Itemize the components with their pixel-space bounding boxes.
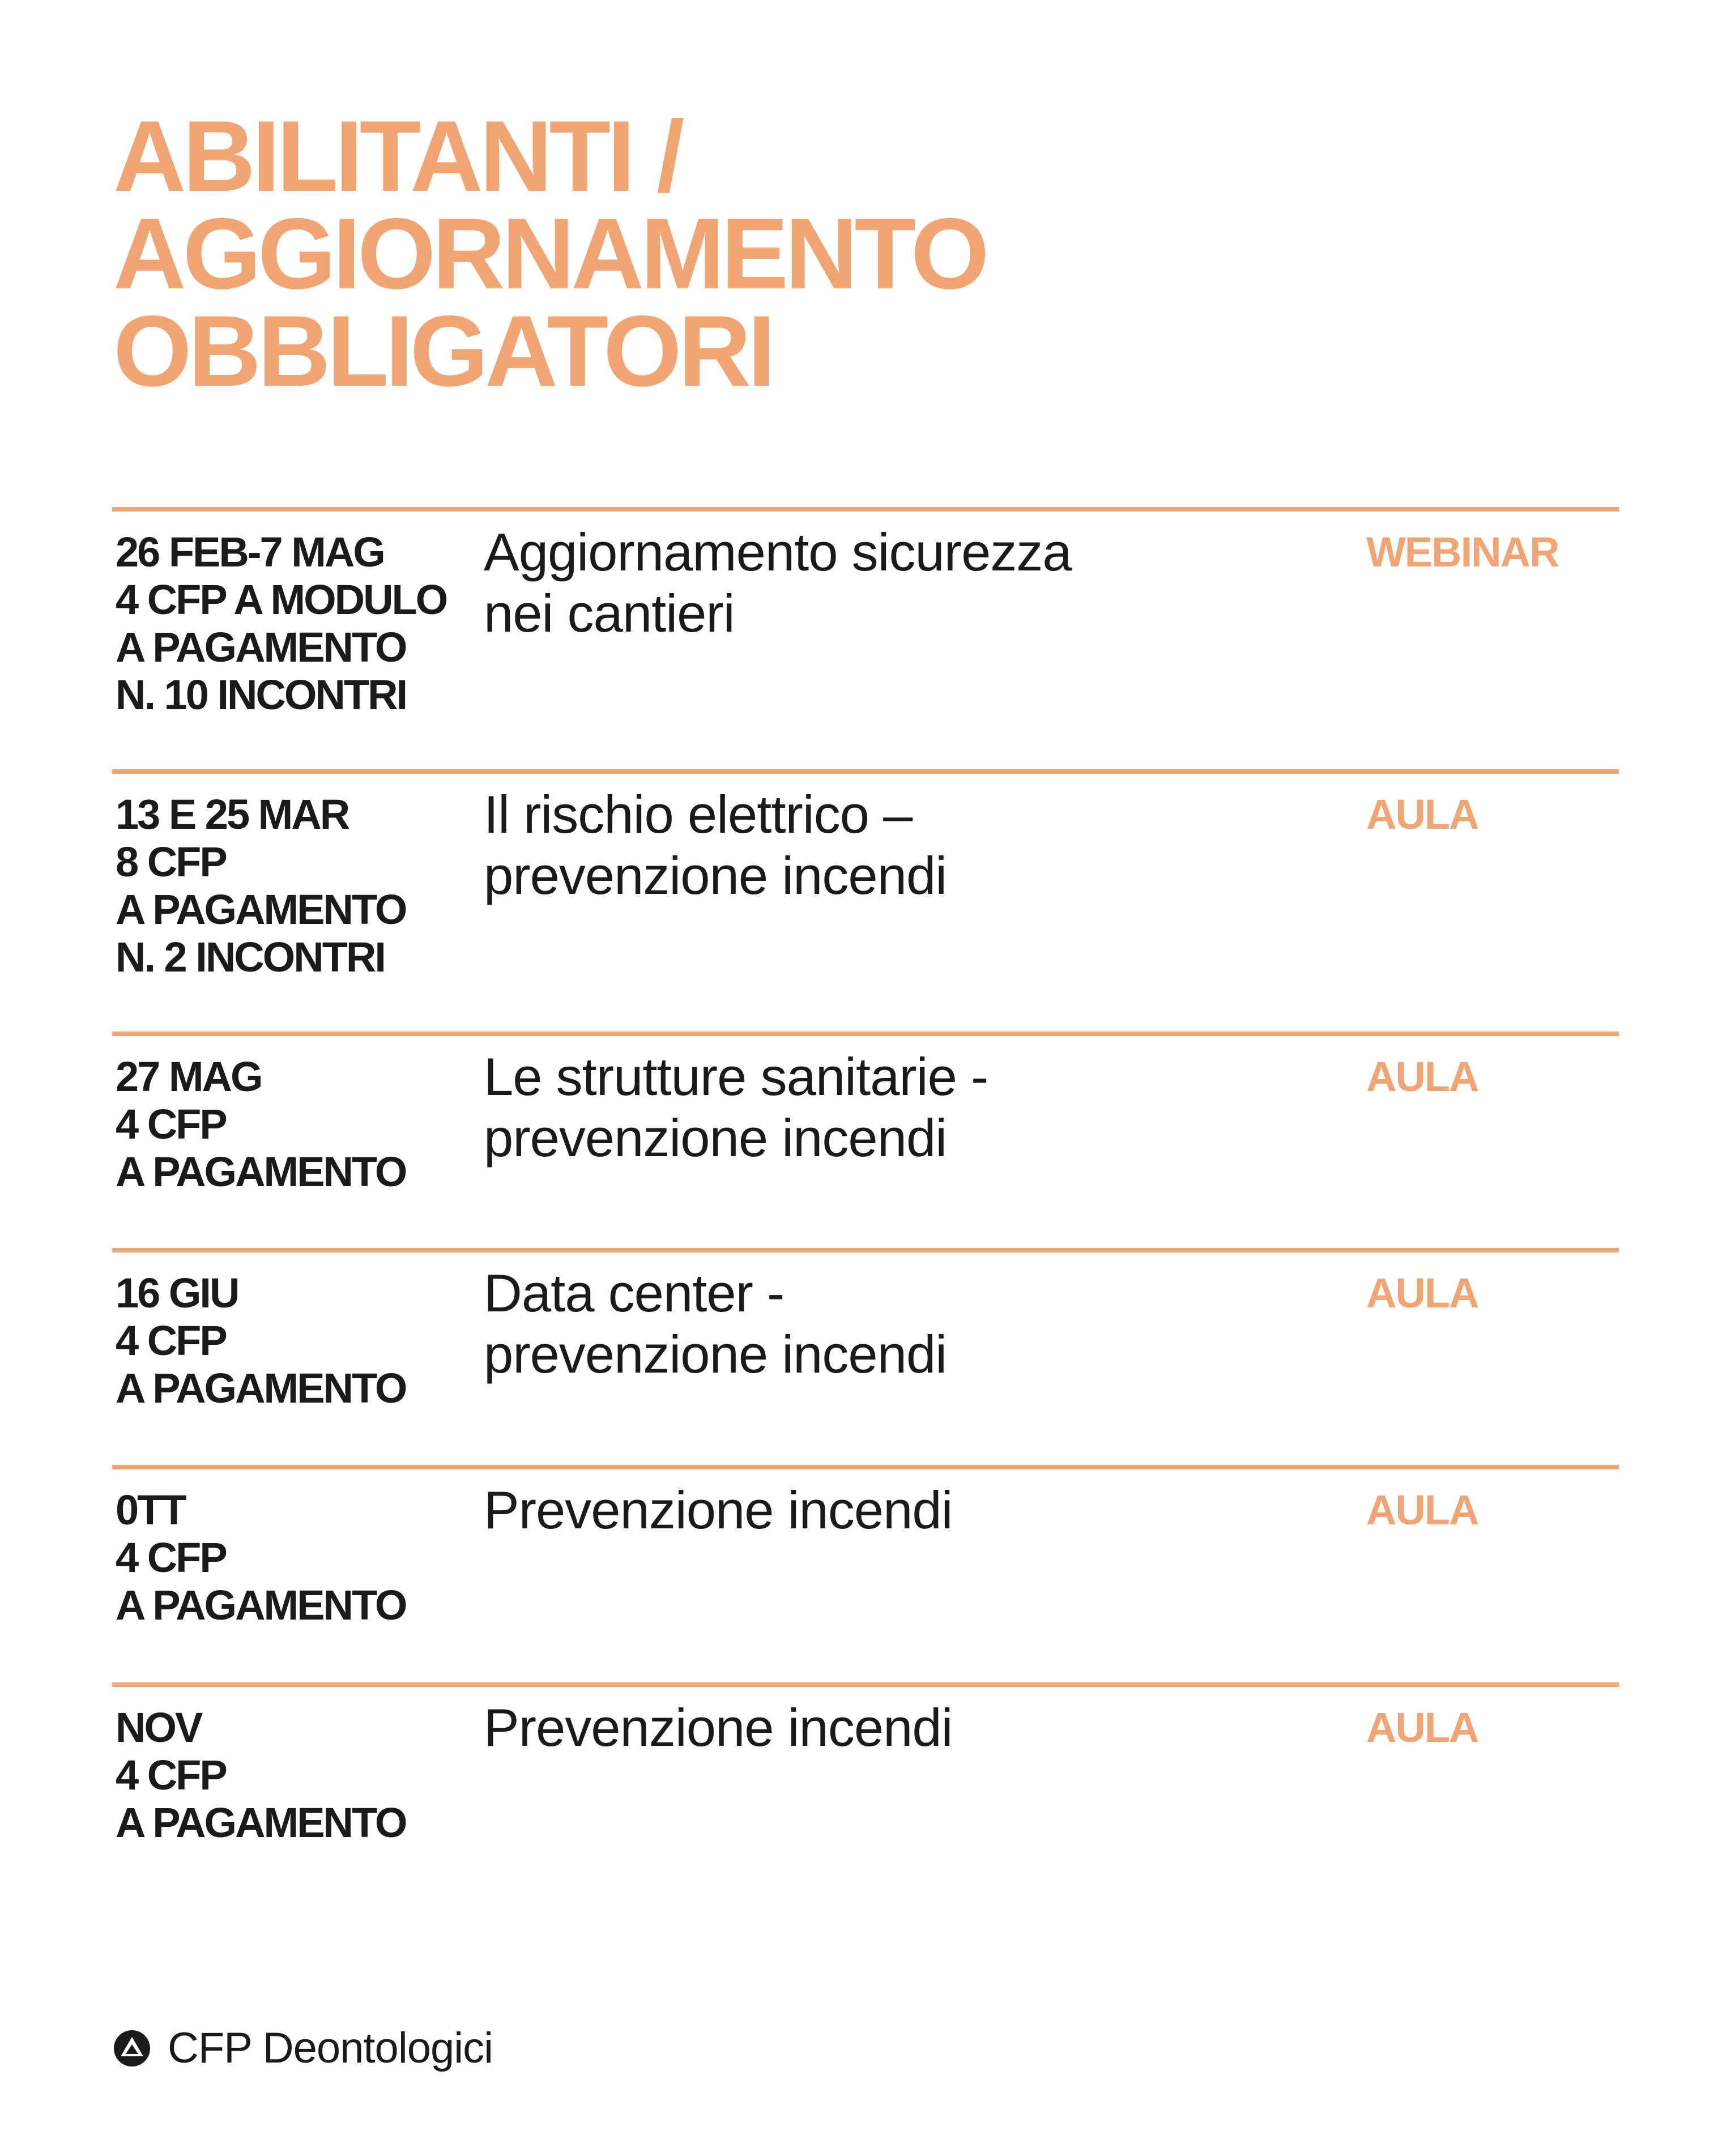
course-title xyxy=(484,1697,1220,1758)
course-mode: AULA xyxy=(1366,1486,1478,1533)
course-mode: WEBINAR xyxy=(1366,529,1559,576)
course-title-line: nei cantieri xyxy=(484,583,735,643)
course-title-line: Il rischio elettrico – xyxy=(484,785,913,844)
course-mode: AULA xyxy=(1366,1269,1478,1316)
course-dates: 26 FEB-7 MAG xyxy=(116,529,384,576)
course-sessions: N. 10 INCONTRI xyxy=(116,671,407,718)
course-title xyxy=(484,784,1220,906)
course-credits: 4 CFP xyxy=(116,1101,226,1148)
course-meta xyxy=(116,1053,478,1196)
course-row xyxy=(112,1682,1619,1902)
footer-label: CFP Deontologici xyxy=(168,2024,493,2072)
title-line: AGGIORNAMENTO xyxy=(113,197,986,310)
course-meta xyxy=(116,1486,478,1629)
title-line: OBBLIGATORI xyxy=(113,295,773,407)
course-title xyxy=(484,1263,1220,1385)
course-dates: 27 MAG xyxy=(116,1053,262,1100)
course-title-line: prevenzione incendi xyxy=(484,1108,947,1168)
course-title xyxy=(484,1046,1220,1169)
course-mode: AULA xyxy=(1366,1053,1478,1100)
course-payment: A PAGAMENTO xyxy=(116,1365,406,1412)
course-credits: 4 CFP A MODULO xyxy=(116,576,447,623)
page-title xyxy=(113,100,986,407)
course-meta xyxy=(116,791,478,981)
course-sessions: N. 2 INCONTRI xyxy=(116,934,385,981)
course-title-line: Data center - xyxy=(484,1263,785,1323)
footer xyxy=(113,2025,493,2072)
course-payment: A PAGAMENTO xyxy=(116,1582,406,1629)
course-dates: NOV xyxy=(116,1704,202,1751)
course-mode: AULA xyxy=(1366,791,1478,838)
course-title-line: Prevenzione incendi xyxy=(484,1698,953,1757)
course-mode: AULA xyxy=(1366,1704,1478,1751)
course-payment: A PAGAMENTO xyxy=(116,1799,406,1846)
course-dates: 13 E 25 MAR xyxy=(116,791,349,838)
course-title-line: prevenzione incendi xyxy=(484,846,947,905)
course-title xyxy=(484,1480,1220,1541)
course-meta xyxy=(116,1269,478,1412)
course-credits: 4 CFP xyxy=(116,1317,226,1364)
triangle-circle-icon xyxy=(113,2030,151,2067)
course-title-line: Prevenzione incendi xyxy=(484,1480,953,1540)
course-row xyxy=(112,1032,1619,1251)
course-title-line: Aggiornamento sicurezza xyxy=(484,522,1072,582)
course-title xyxy=(484,522,1220,644)
course-payment: A PAGAMENTO xyxy=(116,1148,406,1195)
title-line: ABILITANTI / xyxy=(113,100,681,212)
course-payment: A PAGAMENTO xyxy=(116,624,406,671)
course-dates: 16 GIU xyxy=(116,1269,238,1316)
course-row xyxy=(112,1248,1619,1468)
course-title-line: Le strutture sanitarie - xyxy=(484,1047,988,1106)
course-credits: 4 CFP xyxy=(116,1534,226,1581)
course-dates: 0TT xyxy=(116,1486,185,1533)
course-title-line: prevenzione incendi xyxy=(484,1324,947,1384)
course-credits: 8 CFP xyxy=(116,838,226,885)
course-meta xyxy=(116,529,478,719)
course-meta xyxy=(116,1704,478,1847)
course-payment: A PAGAMENTO xyxy=(116,886,406,933)
course-row xyxy=(112,769,1619,1034)
course-credits: 4 CFP xyxy=(116,1752,226,1799)
course-row xyxy=(112,507,1619,772)
course-row xyxy=(112,1465,1619,1685)
